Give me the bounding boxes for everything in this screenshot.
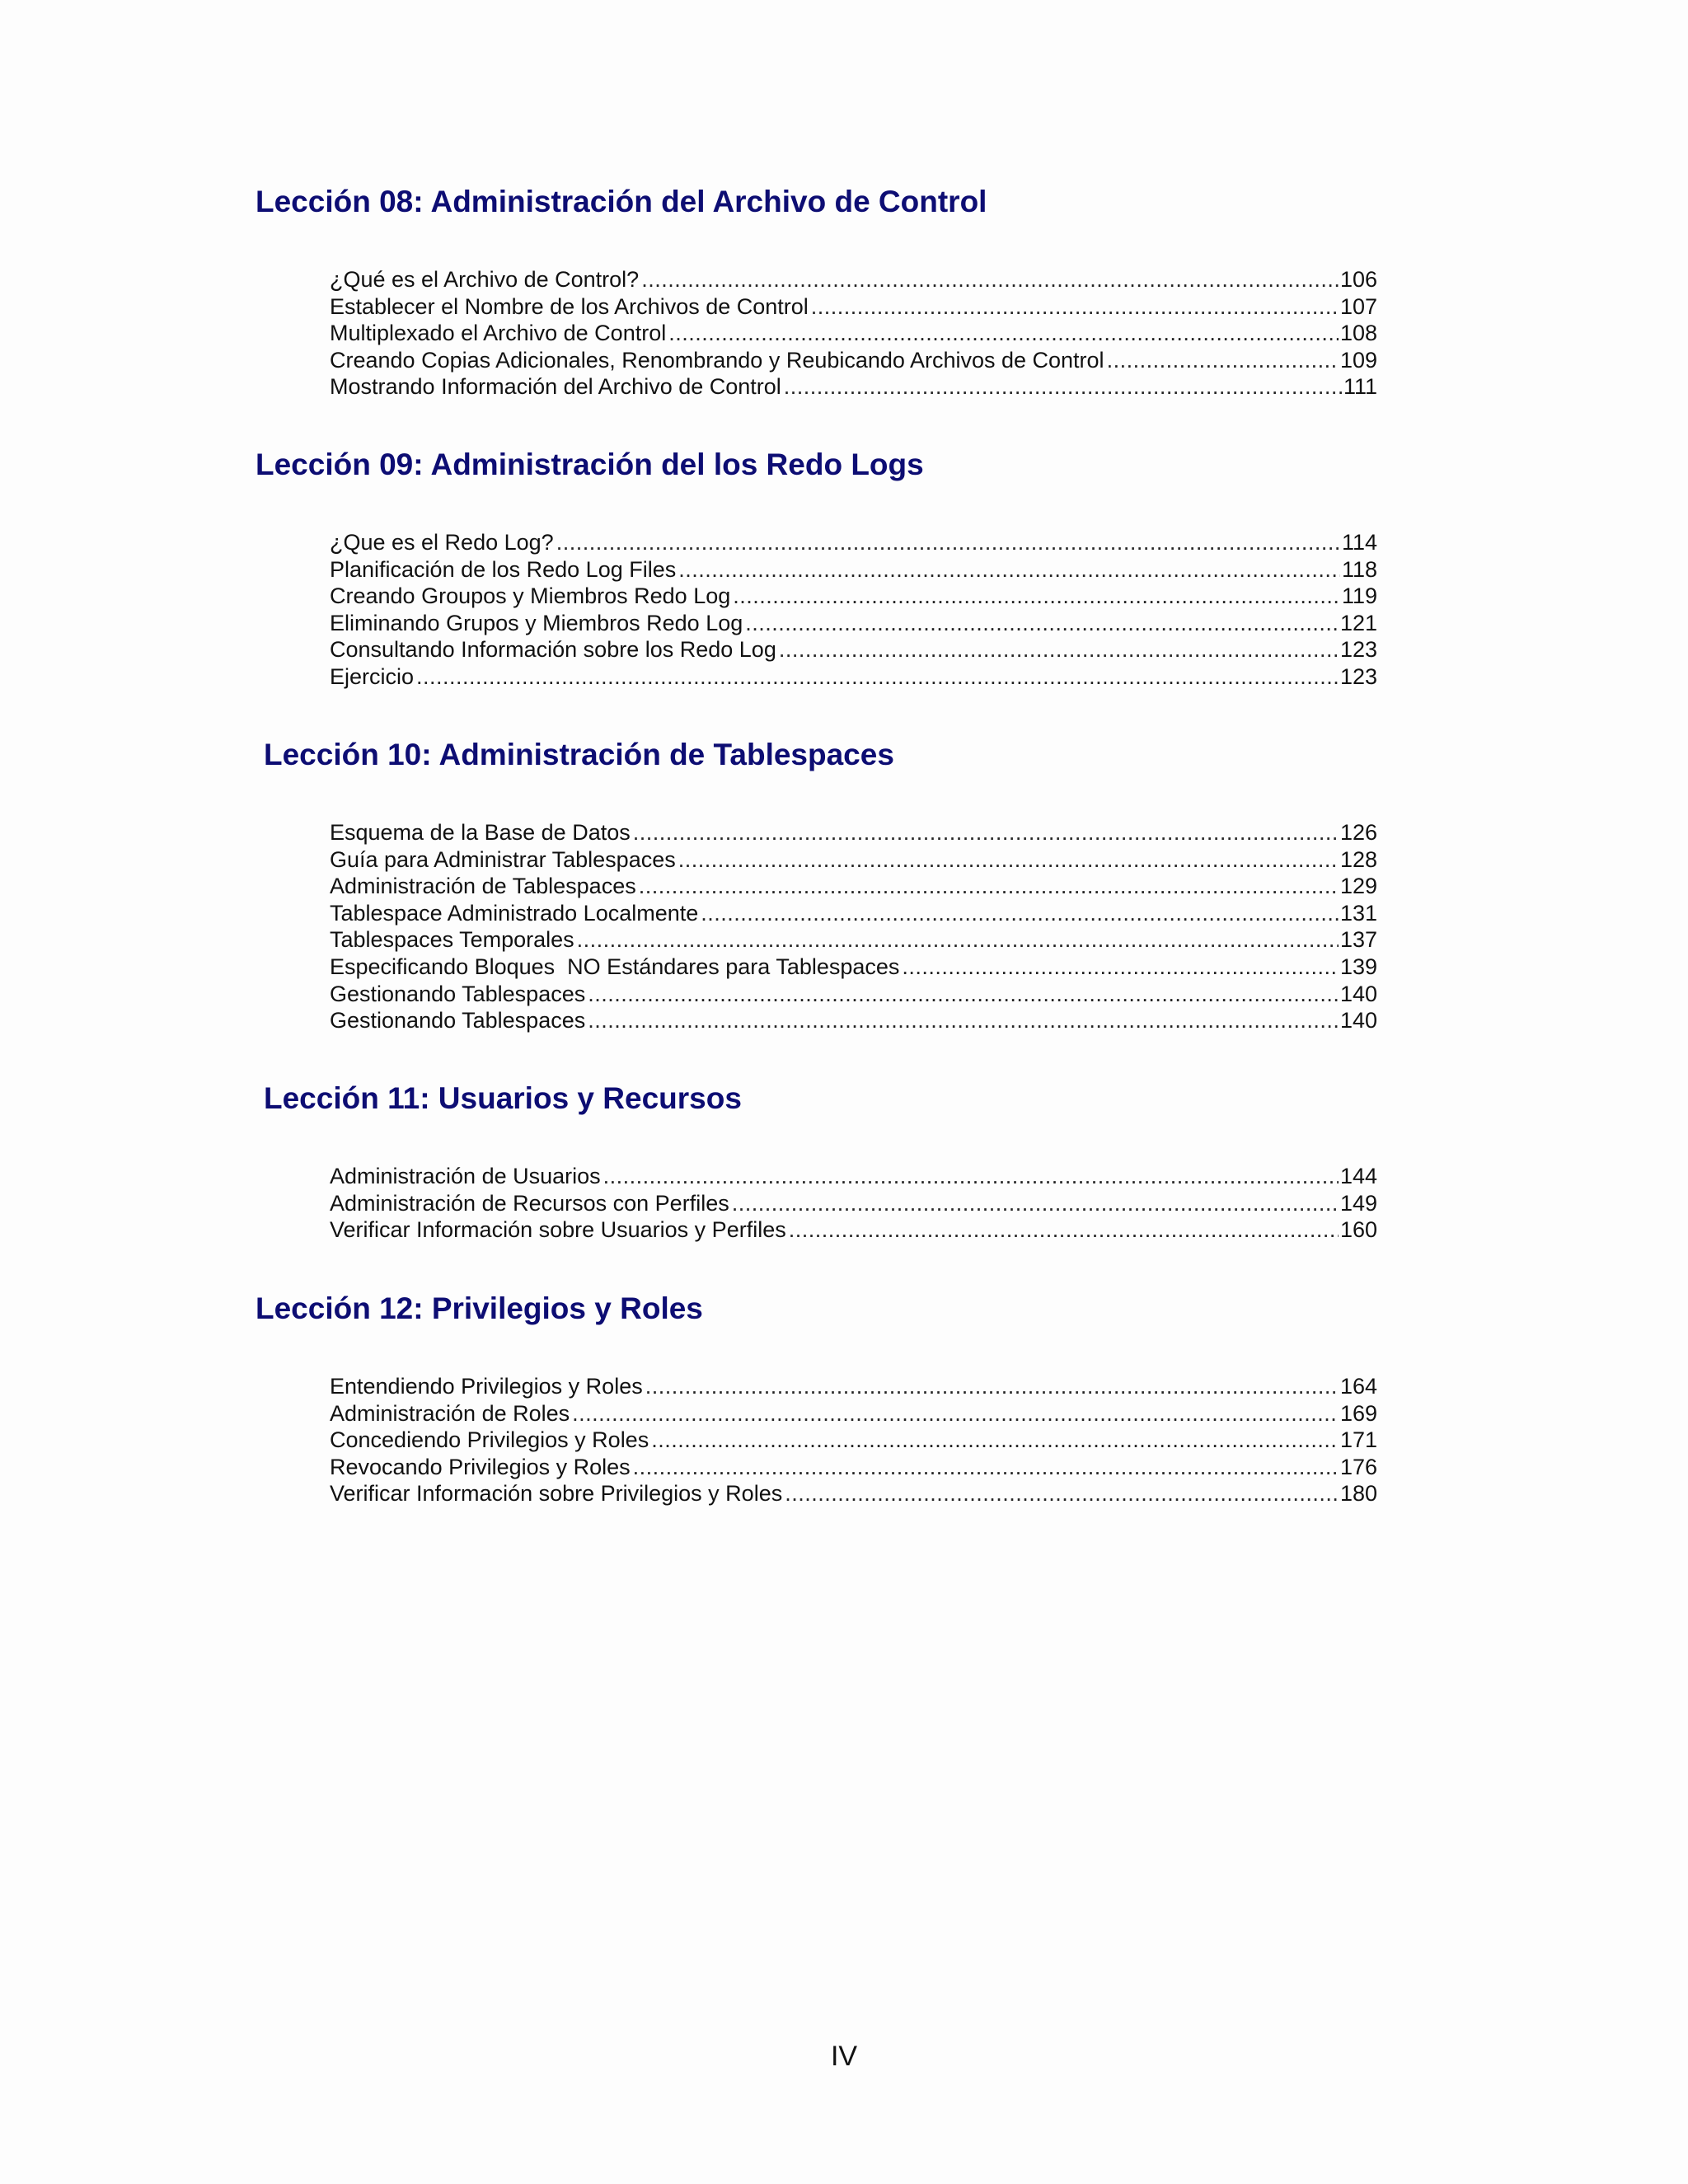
dot-leader (732, 1190, 1339, 1217)
toc-entry-page: 169 (1339, 1400, 1377, 1426)
toc-entry[interactable] (330, 320, 1377, 347)
toc-entry-title: Planificación de los Redo Log Files (330, 556, 677, 582)
toc-entry[interactable] (330, 663, 1377, 691)
toc-entry[interactable] (330, 1427, 1377, 1454)
toc-entry-title: Establecer el Nombre de los Archivos de Control (330, 293, 809, 319)
toc-entry-title: Multiplexado el Archivo de Control (330, 321, 667, 346)
lesson-08-toc-list (330, 266, 1377, 401)
toc-entry-page: 107 (1339, 293, 1377, 319)
toc-entry-title: Verificar Información sobre Usuarios y Perfiles (330, 1217, 786, 1243)
toc-entry-page: 126 (1339, 820, 1377, 845)
dot-leader (733, 583, 1340, 610)
toc-entry-title: Tablespaces Temporales (330, 927, 574, 953)
dot-leader (639, 873, 1339, 900)
toc-entry-page: 180 (1339, 1481, 1377, 1507)
toc-entry-title: Administración de Usuarios (330, 1164, 601, 1188)
toc-entry-page: 149 (1339, 1190, 1377, 1216)
dot-leader (668, 320, 1339, 347)
toc-entry-page: 140 (1339, 981, 1377, 1006)
toc-entry-page: 164 (1339, 1374, 1377, 1399)
toc-entry-page: 171 (1339, 1427, 1377, 1453)
dot-leader (902, 954, 1339, 981)
toc-entry[interactable] (330, 266, 1377, 293)
toc-entry-title: Verificar Información sobre Privilegios y Roles (330, 1481, 783, 1507)
lesson-12-title: Lección 12: Privilegios y Roles (256, 1291, 703, 1325)
dot-leader (678, 846, 1339, 874)
toc-entry-title: Especificando Bloques NO Estándares para Tablespaces (330, 954, 900, 979)
dot-leader (416, 663, 1339, 691)
dot-leader (556, 529, 1340, 556)
toc-entry[interactable] (330, 529, 1377, 556)
toc-entry-title: Creando Copias Adicionales, Renombrando y Reubicando Archivos de Control (330, 347, 1104, 373)
toc-entry-title: Guía para Administrar Tablespaces (330, 846, 676, 872)
dot-leader (784, 373, 1342, 401)
dot-leader (588, 981, 1339, 1008)
dot-leader (603, 1163, 1339, 1190)
dot-leader (633, 1454, 1339, 1481)
toc-entry[interactable] (330, 636, 1377, 663)
dot-leader (572, 1400, 1339, 1427)
toc-entry-title: ¿Qué es el Archivo de Control? (330, 267, 640, 292)
toc-entry[interactable] (330, 819, 1377, 846)
lesson-09-toc-list (330, 529, 1377, 691)
toc-entry-page: 123 (1339, 663, 1377, 689)
toc-entry-title: Administración de Recursos con Perfiles (330, 1190, 729, 1216)
toc-entry-title: ¿Que es el Redo Log? (330, 530, 554, 555)
toc-entry[interactable] (330, 583, 1377, 610)
toc-entry-page: 139 (1339, 954, 1377, 979)
toc-entry-page: 144 (1339, 1164, 1377, 1188)
toc-entry-page: 129 (1339, 874, 1377, 899)
toc-entry[interactable] (330, 926, 1377, 954)
toc-entry-title: Revocando Privilegios y Roles (330, 1454, 631, 1479)
toc-entry-title: Mostrando Información del Archivo de Control (330, 374, 781, 400)
toc-entry-page: 106 (1339, 267, 1377, 292)
toc-entry[interactable] (330, 556, 1377, 583)
toc-entry[interactable] (330, 1163, 1377, 1190)
dot-leader (651, 1427, 1339, 1454)
dot-leader (701, 900, 1339, 927)
toc-entry[interactable] (330, 1007, 1377, 1034)
dot-leader (745, 610, 1339, 637)
toc-entry-page: 108 (1339, 321, 1377, 346)
page-number: IV (830, 2041, 858, 2072)
lesson-08-title: Lección 08: Administración del Archivo de Control (256, 185, 987, 218)
toc-entry-page: 111 (1343, 374, 1377, 400)
toc-entry-page: 118 (1341, 556, 1377, 582)
toc-entry-title: Gestionando Tablespaces (330, 1008, 586, 1033)
toc-entry[interactable] (330, 1373, 1377, 1400)
toc-entry[interactable] (330, 873, 1377, 900)
dot-leader (779, 636, 1339, 663)
toc-entry-title: Administración de Tablespaces (330, 874, 636, 899)
lesson-11-title: Lección 11: Usuarios y Recursos (264, 1081, 742, 1115)
lesson-09-title: Lección 09: Administración del los Redo Logs (256, 448, 924, 481)
lesson-11-toc-list (330, 1163, 1377, 1244)
dot-leader (1107, 347, 1339, 374)
dot-leader (811, 293, 1339, 321)
toc-entry-page: 131 (1339, 900, 1377, 926)
dot-leader (577, 926, 1339, 954)
toc-entry-title: Esquema de la Base de Datos (330, 820, 631, 845)
dot-leader (645, 1373, 1339, 1400)
toc-entry[interactable] (330, 900, 1377, 927)
toc-entry-page: 176 (1339, 1454, 1377, 1479)
dot-leader (641, 266, 1339, 293)
toc-entry-title: Entendiendo Privilegios y Roles (330, 1374, 643, 1399)
toc-entry[interactable] (330, 347, 1377, 374)
toc-entry-page: 160 (1339, 1217, 1377, 1243)
toc-entry-title: Creando Groupos y Miembros Redo Log (330, 583, 731, 609)
lesson-12-toc-list (330, 1373, 1377, 1507)
dot-leader (633, 819, 1339, 846)
toc-entry-page: 140 (1339, 1008, 1377, 1033)
dot-leader (785, 1480, 1339, 1507)
toc-entry-page: 128 (1339, 846, 1377, 872)
toc-entry-title: Eliminando Grupos y Miembros Redo Log (330, 610, 743, 635)
toc-entry-title: Ejercicio (330, 663, 415, 689)
toc-entry-page: 121 (1339, 610, 1377, 635)
toc-entry-title: Consultando Información sobre los Redo Log (330, 637, 776, 663)
toc-entry[interactable] (330, 293, 1377, 321)
toc-entry[interactable] (330, 373, 1377, 401)
toc-entry-title: Concediendo Privilegios y Roles (330, 1427, 649, 1453)
lesson-10-toc-list (330, 819, 1377, 1034)
dot-leader (678, 556, 1340, 583)
dot-leader (588, 1007, 1339, 1034)
toc-entry-page: 114 (1341, 530, 1377, 555)
toc-entry-title: Gestionando Tablespaces (330, 981, 586, 1006)
toc-entry-page: 119 (1341, 583, 1377, 609)
toc-entry[interactable] (330, 1190, 1377, 1217)
toc-entry[interactable] (330, 1216, 1377, 1244)
toc-entry[interactable] (330, 954, 1377, 981)
toc-entry[interactable] (330, 981, 1377, 1008)
toc-entry[interactable] (330, 1400, 1377, 1427)
toc-entry-title: Tablespace Administrado Localmente (330, 900, 699, 926)
toc-entry-page: 123 (1339, 637, 1377, 663)
toc-entry[interactable] (330, 610, 1377, 637)
dot-leader (789, 1216, 1339, 1244)
toc-entry[interactable] (330, 846, 1377, 874)
toc-entry[interactable] (330, 1454, 1377, 1481)
lesson-10-title: Lección 10: Administración de Tablespaces (264, 738, 894, 771)
toc-entry-page: 137 (1339, 927, 1377, 953)
toc-entry-page: 109 (1339, 347, 1377, 373)
toc-entry[interactable] (330, 1480, 1377, 1507)
toc-entry-title: Administración de Roles (330, 1400, 570, 1426)
